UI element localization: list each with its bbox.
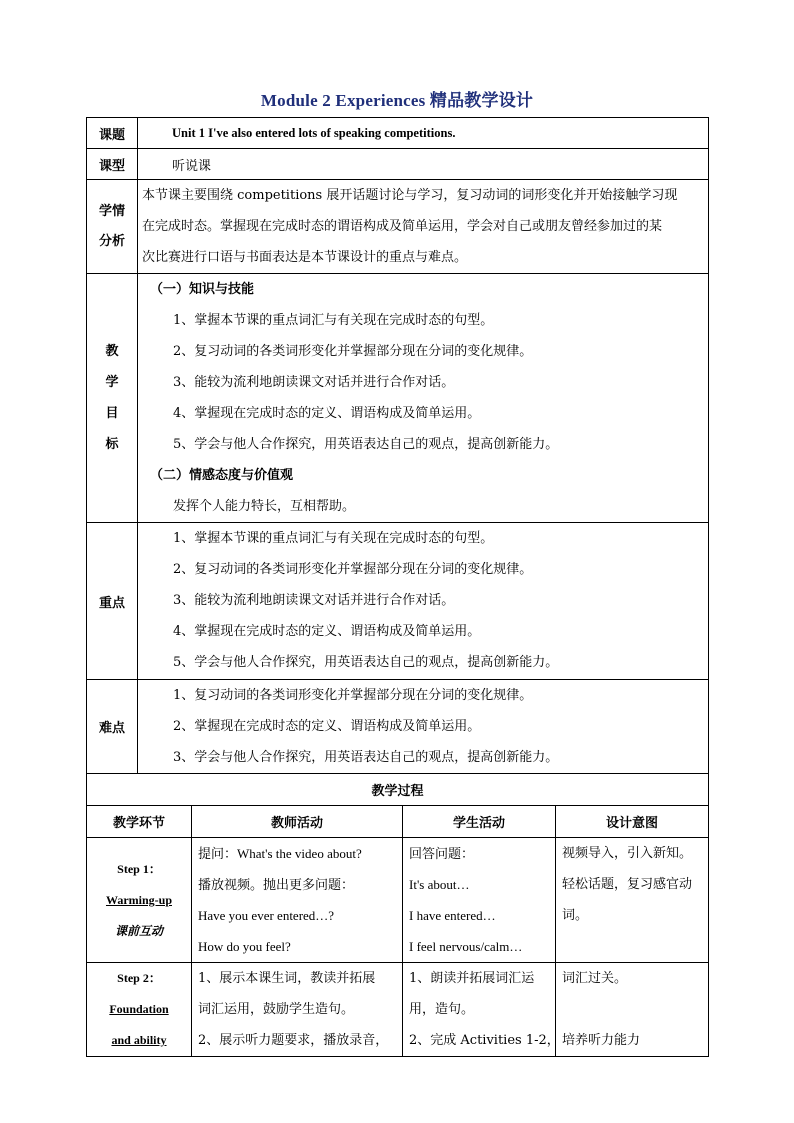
objective-item: 2、复习动词的各类词形变化并掌握部分现在分词的变化规律。 (173, 344, 533, 359)
key-point-item: 5、学会与他人合作探究，用英语表达自己的观点，提高创新能力。 (173, 655, 559, 670)
step2-intent (556, 963, 709, 1057)
step2-intent-line: 培养听力能力 (562, 1033, 641, 1048)
row-key-points (87, 523, 709, 680)
step2-student-line: 1、朗读并拓展词汇运 (409, 971, 535, 986)
header-student: 学生活动 (403, 806, 556, 838)
objectives-label (87, 274, 138, 523)
objectives-subheading: （二）情感态度与价值观 (150, 468, 294, 483)
objectives-label-char: 教 (105, 344, 119, 359)
row-process-headers (87, 806, 709, 838)
analysis-text (138, 180, 709, 274)
step2-student (403, 963, 560, 1057)
row-type (87, 149, 709, 180)
row-difficulties (87, 680, 709, 774)
key-point-item: 4、掌握现在完成时态的定义、谓语构成及简单运用。 (173, 624, 481, 639)
step2-name: Step 2： (117, 971, 161, 985)
step2-student-line: 2、完成 Activities 1-2， (409, 1033, 560, 1048)
difficulty-item: 1、复习动词的各类词形变化并掌握部分现在分词的变化规律。 (173, 688, 533, 703)
objectives-label-char: 学 (105, 375, 119, 390)
objective-item: 发挥个人能力特长，互相帮助。 (173, 499, 356, 514)
row-step2 (87, 963, 709, 1057)
analysis-line: 次比赛进行口语与书面表达是本节课设计的重点与难点。 (142, 250, 468, 265)
step1-intent-line: 视频导入，引入新知。 (562, 846, 693, 861)
analysis-line: 本节课主要围绕 competitions 展开话题讨论与学习，复习动词的词形变化并开始接触学习现 (142, 188, 678, 203)
step1-student (403, 838, 556, 963)
header-teacher: 教师活动 (192, 806, 403, 838)
key-point-item: 3、能较为流利地朗读课文对话并进行合作对话。 (173, 593, 455, 608)
type-label: 课型 (87, 149, 138, 180)
step2-student-line: 用，造句。 (409, 1002, 475, 1017)
difficulty-item: 3、学会与他人合作探究，用英语表达自己的观点，提高创新能力。 (173, 750, 559, 765)
topic-label: 课题 (87, 118, 138, 149)
step2-intent-line (562, 994, 702, 1025)
step1-teacher-line: Have you ever entered…? (198, 908, 335, 923)
step1-intent-line: 轻松话题，复习感官动 (562, 877, 693, 892)
step1-student-line: It's about… (409, 877, 470, 892)
step1-student-line: I feel nervous/calm… (409, 939, 523, 954)
lesson-plan-table (86, 117, 709, 1057)
key-points-label: 重点 (87, 523, 138, 680)
row-objectives (87, 274, 709, 523)
row-step1 (87, 838, 709, 963)
key-point-item: 2、复习动词的各类词形变化并掌握部分现在分词的变化规律。 (173, 562, 533, 577)
topic-value: Unit 1 I've also entered lots of speaking competitions. (138, 118, 709, 149)
step1-student-line: 回答问题： (409, 846, 475, 861)
objectives-label-char: 标 (105, 437, 119, 452)
key-point-item: 1、掌握本节课的重点词汇与有关现在完成时态的句型。 (173, 531, 494, 546)
page-title: Module 2 Experiences 精品教学设计 (260, 91, 534, 110)
step1-teacher (192, 838, 403, 963)
difficulties-content (138, 680, 709, 774)
objective-item: 5、学会与他人合作探究，用英语表达自己的观点，提高创新能力。 (173, 437, 559, 452)
type-value: 听说课 (138, 149, 709, 180)
key-points-content (138, 523, 709, 680)
step1-teacher-line: 提问：What's the video about? (198, 846, 362, 861)
step1-name: Step 1： (117, 861, 161, 876)
step1-student-line: I have entered… (409, 908, 496, 923)
analysis-line: 在完成时态。掌握现在完成时态的谓语构成及简单运用，学会对自己或朋友曾经参加过的某 (142, 219, 663, 234)
analysis-label-2: 分析 (98, 233, 125, 249)
step1-teacher-line: How do you feel? (198, 939, 291, 954)
objectives-subheading: （一）知识与技能 (150, 282, 255, 297)
step1-teacher-line: 播放视频。抛出更多问题： (198, 877, 355, 892)
row-process-title (87, 774, 709, 806)
analysis-label-1: 学情 (98, 203, 125, 219)
step2-teacher-line: 2、展示听力题要求，播放录音， (198, 1033, 389, 1048)
row-topic (87, 118, 709, 149)
step1-cn: 课前互动 (114, 923, 163, 938)
step2-en1: Foundation (109, 1002, 169, 1016)
step2-teacher-line: 1、展示本课生词，教读并拓展 (198, 971, 376, 986)
objective-item: 1、掌握本节课的重点词汇与有关现在完成时态的句型。 (173, 313, 494, 328)
step1-intent (556, 838, 709, 963)
header-step: 教学环节 (87, 806, 192, 838)
step2-teacher-line: 词汇运用，鼓励学生造句。 (198, 1002, 355, 1017)
objectives-label-char: 目 (105, 406, 119, 421)
objective-item: 4、掌握现在完成时态的定义、谓语构成及简单运用。 (173, 406, 481, 421)
step1-en: Warming-up (105, 892, 172, 907)
step2-name-cell (87, 963, 192, 1057)
row-analysis (87, 180, 709, 274)
process-title: 教学过程 (87, 774, 709, 806)
step2-en2: and ability (111, 1033, 167, 1047)
objectives-content (138, 274, 709, 523)
step2-teacher (192, 963, 403, 1057)
analysis-label (87, 180, 138, 274)
header-intent: 设计意图 (556, 806, 709, 838)
difficulty-item: 2、掌握现在完成时态的定义、谓语构成及简单运用。 (173, 719, 481, 734)
step1-name-cell (87, 838, 192, 963)
step2-intent-line: 词汇过关。 (562, 971, 628, 986)
step1-intent-line: 词。 (562, 908, 589, 923)
objective-item: 3、能较为流利地朗读课文对话并进行合作对话。 (173, 375, 455, 390)
difficulties-label: 难点 (87, 680, 138, 774)
